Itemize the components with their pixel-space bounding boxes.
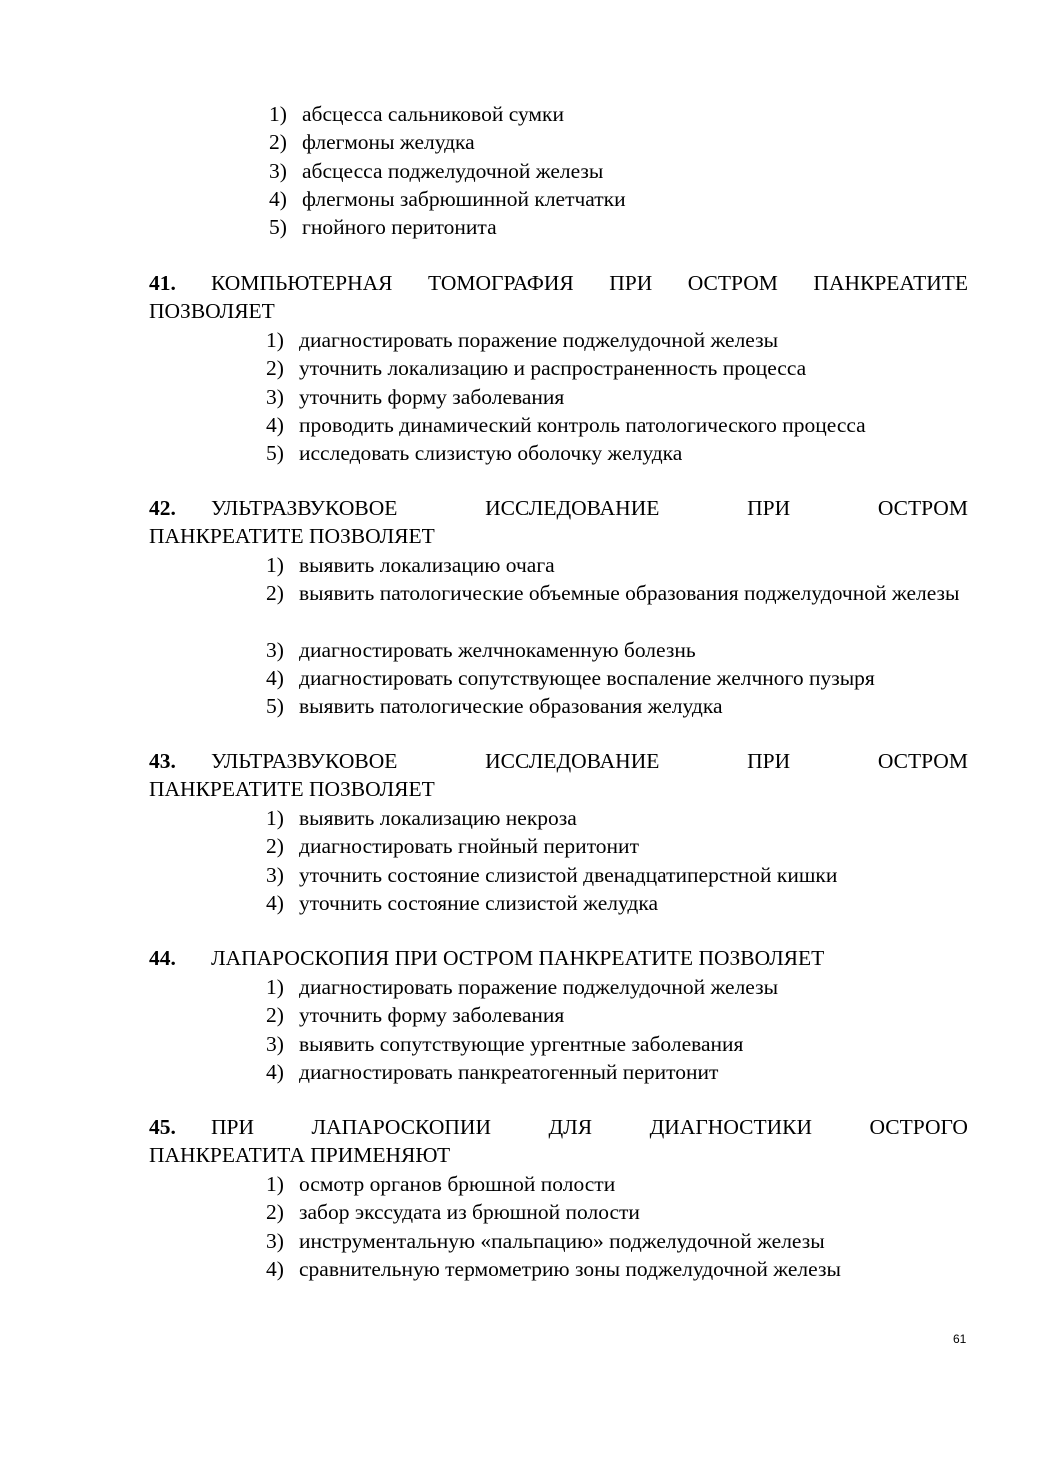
option-number: 1): [269, 102, 287, 126]
option-text: диагностировать поражение поджелудочной железы: [299, 975, 779, 999]
option-number: 4): [269, 186, 287, 211]
option-item: [0, 439, 1040, 467]
question-heading-line: [149, 747, 968, 775]
option-item: [0, 185, 1040, 213]
question-heading-continuation: ПАНКРЕАТИТЕ ПОЗВОЛЯЕТ: [149, 777, 435, 802]
option-item: [0, 326, 1040, 354]
question-word: КОМПЬЮТЕРНАЯ: [211, 271, 393, 295]
question-number: 43.: [149, 749, 176, 773]
option-number: 1): [266, 806, 284, 830]
option-item: [0, 100, 1040, 128]
option-item: [0, 354, 1040, 382]
option-number: 3): [269, 158, 287, 183]
option-text: выявить локализацию очага: [299, 553, 555, 577]
option-number: 5): [266, 694, 284, 719]
question-number: 42.: [149, 496, 176, 520]
option-text: абсцесса сальниковой сумки: [302, 102, 564, 126]
question-word: ПРИ: [747, 496, 791, 520]
option-item: [0, 1227, 1040, 1255]
option-item: [0, 1001, 1040, 1029]
question-42-options: [0, 551, 1040, 721]
option-text: уточнить форму заболевания: [299, 384, 565, 409]
option-text: флегмоны забрюшинной клетчатки: [302, 186, 626, 211]
option-text: диагностировать гнойный перитонит: [299, 834, 639, 859]
question-word: ИССЛЕДОВАНИЕ: [485, 496, 660, 520]
option-item: [0, 692, 1040, 720]
option-text: инструментальную «пальпацию» поджелудочной железы: [299, 1228, 825, 1253]
option-text: осмотр органов брюшной полости: [299, 1172, 616, 1196]
question-word: ОСТРОМ: [687, 271, 778, 295]
option-text: проводить динамический контроль патологического процесса: [299, 412, 866, 437]
question-45-options: [0, 1170, 1040, 1283]
question-word: ПРИ: [609, 271, 653, 295]
option-number: 2): [266, 581, 284, 606]
question-44: [149, 944, 968, 972]
question-heading-line: [149, 494, 968, 522]
question-number: 44.: [149, 946, 176, 970]
question-word: ДИАГНОСТИКИ: [649, 1115, 812, 1139]
option-text: выявить локализацию некроза: [299, 806, 577, 830]
option-text: сравнительную термометрию зоны поджелудочной железы: [299, 1256, 841, 1281]
question-word: ЛАПАРОСКОПИЯ ПРИ ОСТРОМ ПАНКРЕАТИТЕ ПОЗВОЛЯЕТ: [211, 946, 825, 970]
option-number: 1): [266, 553, 284, 577]
question-43: [149, 747, 968, 804]
option-number: 4): [266, 1059, 284, 1084]
previous-question-options: [0, 100, 1040, 241]
option-item: [0, 383, 1040, 411]
option-item: [0, 1030, 1040, 1058]
option-number: 1): [266, 328, 284, 352]
question-41: [149, 269, 968, 326]
option-item: [0, 1058, 1040, 1086]
option-text: диагностировать желчнокаменную болезнь: [299, 637, 696, 662]
option-item: [0, 157, 1040, 185]
option-number: 2): [266, 1200, 284, 1225]
option-number: 5): [269, 215, 287, 240]
option-text: флегмоны желудка: [302, 130, 475, 155]
page-number: 61: [953, 1332, 967, 1346]
option-item: [0, 1255, 1040, 1283]
option-number: 3): [266, 1031, 284, 1056]
option-item: [0, 1170, 1040, 1198]
question-heading-continuation: ПАНКРЕАТИТА ПРИМЕНЯЮТ: [149, 1143, 451, 1168]
option-text: уточнить локализацию и распространенность процесса: [299, 356, 807, 381]
question-42: [149, 494, 968, 551]
question-number: 45.: [149, 1115, 176, 1139]
option-number: 4): [266, 412, 284, 437]
question-first-word: [149, 1113, 254, 1141]
option-text: выявить патологические объемные образования поджелудочной железы: [299, 581, 960, 606]
option-item: [0, 664, 1040, 692]
option-text: исследовать слизистую оболочку желудка: [299, 441, 683, 466]
question-45: [149, 1113, 968, 1170]
question-heading-continuation: ПОЗВОЛЯЕТ: [149, 299, 275, 324]
option-number: 3): [266, 862, 284, 887]
option-item: [0, 411, 1040, 439]
option-number: 2): [266, 834, 284, 859]
question-word: УЛЬТРАЗВУКОВОЕ: [211, 496, 398, 520]
question-word: ОСТРОМ: [877, 496, 968, 520]
option-item: [0, 832, 1040, 860]
option-item: [0, 804, 1040, 832]
option-number: 3): [266, 1228, 284, 1253]
option-text: забор экссудата из брюшной полости: [299, 1200, 640, 1225]
option-text: уточнить состояние слизистой двенадцатиперстной кишки: [299, 862, 838, 887]
option-text: диагностировать поражение поджелудочной железы: [299, 328, 779, 352]
question-word: ОСТРОГО: [869, 1115, 968, 1139]
option-item: [0, 861, 1040, 889]
option-text: уточнить форму заболевания: [299, 1003, 565, 1028]
option-number: 3): [266, 384, 284, 409]
question-word: ЛАПАРОСКОПИИ: [311, 1115, 491, 1139]
question-heading-continuation: ПАНКРЕАТИТЕ ПОЗВОЛЯЕТ: [149, 524, 435, 549]
option-text: гнойного перитонита: [302, 215, 497, 240]
question-heading-line: [149, 269, 968, 297]
question-first-word: [149, 269, 393, 297]
option-text: диагностировать панкреатогенный перитонит: [299, 1059, 719, 1084]
question-41-options: [0, 326, 1040, 467]
option-text: диагностировать сопутствующее воспаление желчного пузыря: [299, 666, 875, 691]
option-item: [0, 551, 1040, 579]
option-item: [0, 128, 1040, 156]
option-item: [0, 889, 1040, 917]
question-word: ОСТРОМ: [877, 749, 968, 773]
question-word: ТОМОГРАФИЯ: [428, 271, 574, 295]
question-number: 41.: [149, 271, 176, 295]
question-first-word: [149, 747, 397, 775]
option-number: 4): [266, 666, 284, 691]
question-heading-line: [149, 1113, 968, 1141]
question-first-word: [149, 494, 397, 522]
option-item: [0, 973, 1040, 1001]
question-word: ДЛЯ: [548, 1115, 593, 1139]
question-43-options: [0, 804, 1040, 917]
option-number: 1): [266, 1172, 284, 1196]
option-number: 2): [266, 356, 284, 381]
option-text: уточнить состояние слизистой желудка: [299, 890, 659, 915]
question-word: УЛЬТРАЗВУКОВОЕ: [211, 749, 398, 773]
question-word: ПРИ: [747, 749, 791, 773]
question-heading-line: [149, 944, 968, 972]
option-text: выявить сопутствующие ургентные заболевания: [299, 1031, 744, 1056]
question-word: ПАНКРЕАТИТЕ: [813, 271, 968, 295]
question-word: ПРИ: [211, 1115, 255, 1139]
option-item: [0, 579, 1040, 636]
option-text: абсцесса поджелудочной железы: [302, 158, 604, 183]
option-number: 1): [266, 975, 284, 999]
option-number: 4): [266, 890, 284, 915]
question-word: ИССЛЕДОВАНИЕ: [485, 749, 660, 773]
option-number: 2): [269, 130, 287, 155]
option-text: выявить патологические образования желудка: [299, 694, 723, 719]
option-item: [0, 1198, 1040, 1226]
question-44-options: [0, 973, 1040, 1086]
option-number: 2): [266, 1003, 284, 1028]
option-number: 5): [266, 441, 284, 466]
option-number: 4): [266, 1256, 284, 1281]
option-item: [0, 636, 1040, 664]
option-number: 3): [266, 637, 284, 662]
option-item: [0, 213, 1040, 241]
